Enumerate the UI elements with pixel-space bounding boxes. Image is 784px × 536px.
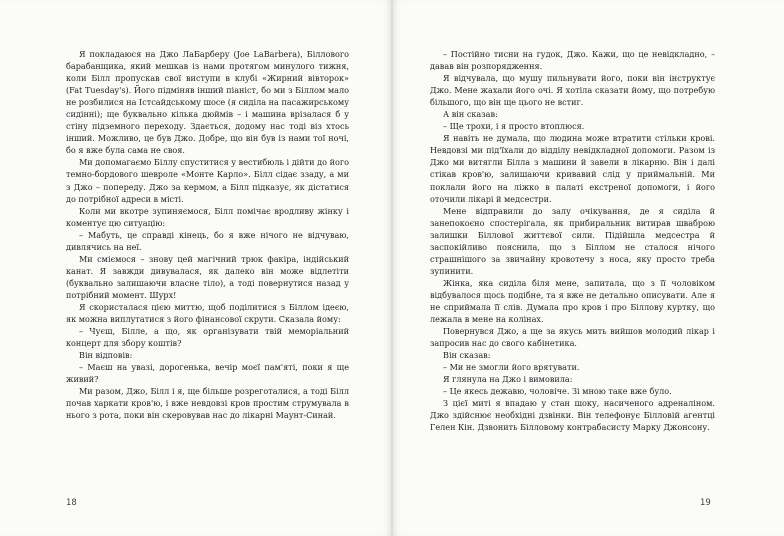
paragraph: Ми разом, Джо, Білл і я, ще більше розреготалися, а тоді Білл почав харкати кров'ю, і вже невдовзі кров простим струмувала в нього з рота, поки він скеровував нас до лікарні Маунт-Синай. (66, 386, 349, 421)
paragraph: Я скористалася цією миттю, щоб поділитися з Біллом ідеєю, як можна виплутатися з його фінансової скрути. Сказала йому: (66, 301, 349, 325)
paragraph: Повернувся Джо, а ще за якусь мить вийшов молодий лікар і запросив нас до свого кабінетика. (430, 326, 715, 349)
paragraph: Жінка, яка сиділа біля мене, запитала, що з її чоловіком відбувалося щось подібне, та я вже не детально описувати. Але я не сприймала її слів. Думала про кров і про Біллову куртку, що лежала в мене на колінах. (430, 277, 715, 325)
left-page-text (66, 48, 349, 421)
paragraph: Я покладаюся на Джо ЛаБарберу (Joe LaBarbera), Біллового барабанщика, який мешкав із нами протягом минулого тижня, коли Білл пропускав свої виступи в клубі «Жирний вівторок» (Fat Tuesday's). Його підміняв інший піаніст, бо ми з Біллом мало не розбилися на Істсайдському шосе (я сиділа на пасажирському сидінні); ще буквально кілька дюймів – і машина врізалася б у стіну підземного переходу. Здається, додому нас тоді віз хтось інший. Можливо, це був Джо. Добре, що він був із нами тої ночі, бо я вже була сама не своя. (66, 49, 349, 156)
left-page (0, 0, 391, 536)
paragraph: Я відчувала, що мушу пильнувати його, поки він інструктує Джо. Мене жахали його очі. Я хотіла сказати йому, що потребую більшого, що він ще цього не встиг. (430, 73, 715, 108)
paragraph: – Мабуть, це справді кінець, бо я вже нічого не відчуваю, дивлячись на неї. (66, 229, 349, 252)
paragraph: Мене відправили до залу очікування, де я сиділа й занепокоєно спостерігала, як прибиральник витирав шваброю залишки Біллової життєвої сили. Підійшла медсестра й заспокійливо пояснила, що з Біллом не сталося нічого страшнішого за звичайну кровотечу з носа, яку просто треба зупинити. (430, 205, 715, 276)
paragraph: – Маєш на увазі, дорогенька, вечір моєї пам'яті, поки я ще живий? (66, 362, 349, 385)
page-number-left: 18 (66, 498, 77, 508)
paragraph: – Ми не змогли його врятувати. (443, 362, 580, 373)
paragraph: Ми сміємося – знову цей магічний трюк факіра, індійський канат. Я завжди дивувалася, як далеко він може відлетіти (буквально залишаючи власне тіло), а тоді повернутися назад у потрібний момент. Шурх! (66, 253, 349, 300)
paragraph: – Постійно тисни на гудок, Джо. Кажи, що це невідкладно, – давав він розпорядження. (430, 49, 715, 72)
paragraph: – Це якесь дежавю, чоловіче. Зі мною таке вже було. (443, 386, 672, 397)
paragraph: Ми допомагаємо Біллу спуститися у вестибюль і дійти до його темно-бордового шевроле «Монте Карло». Білл сідає ззаду, а ми з Джо – попереду. Джо за кермом, а Білл підказує, як дістатися до потрібної адреси в місті. (66, 157, 349, 204)
paragraph: З цієї миті я впадаю у стан шоку, насиченого адреналіном. Джо здійснює необхідні дзвінки. Він телефонує Білловій агентці Гелен Кін. Дзвонить Білловому контрабасисту Марку Джонсону. (430, 398, 715, 433)
paragraph: Коли ми вкотре зупиняємося, Білл помічає вродливу жінку і коментує цю ситуацію: (66, 205, 349, 228)
right-page (393, 0, 784, 536)
page-number-right: 19 (700, 498, 711, 508)
paragraph: Він сказав: (443, 350, 491, 361)
right-page-text (430, 48, 715, 434)
paragraph: Я навіть не думала, що людина може втратити стільки крові. Невдовзі ми під'їхали до відділу невідкладної допомоги. Разом із Джо ми витягли Білла з машини й завели в лікарню. Він і далі стікав кров'ю, залишаючи кривавий слід у приймальній. Ми поклали його на ліжко в палаті екстреної допомоги, і його оточили лікарі й медсестри. (430, 133, 715, 204)
paragraph: – Чуєш, Білле, а що, як організувати твій меморіальний концерт для збору коштів? (66, 326, 349, 349)
paragraph: Він відповів: (79, 350, 133, 361)
paragraph: Я глянула на Джо і вимовила: (443, 374, 573, 385)
paragraph: А він сказав: (443, 109, 498, 120)
paragraph: – Ще трохи, і я просто втоплюся. (443, 121, 585, 132)
